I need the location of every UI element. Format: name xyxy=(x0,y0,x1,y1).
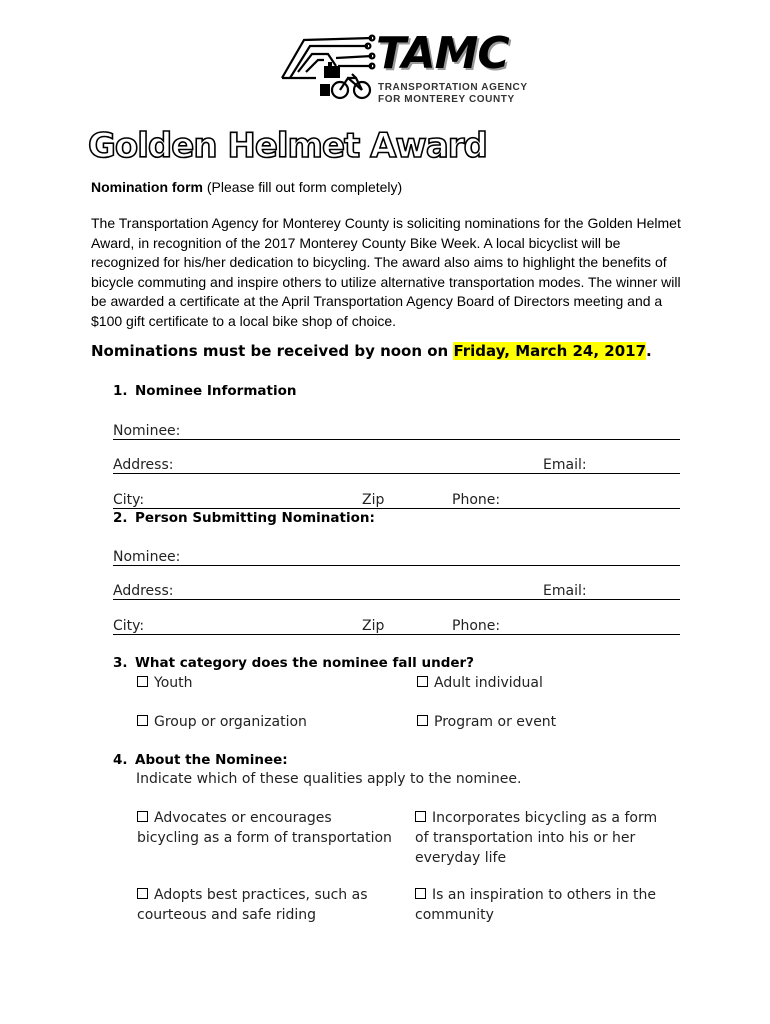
section3-number: 3. xyxy=(113,655,128,671)
quality-incorporates-line2: of transportation into his or her xyxy=(415,830,636,846)
checkbox-icon[interactable] xyxy=(137,715,148,726)
form-label xyxy=(91,179,402,195)
logo-subtitle-line2: FOR MONTEREY COUNTY xyxy=(378,94,515,105)
section4-title: About the Nominee: xyxy=(135,752,288,768)
deadline-prefix: Nominations must be received by noon on xyxy=(91,342,454,360)
quality-inspiration-line1: Is an inspiration to others in the xyxy=(432,887,656,903)
form-label-bold: Nomination form xyxy=(91,179,203,195)
submitter-address-field[interactable] xyxy=(113,581,680,600)
quality-best-practices-line2: courteous and safe riding xyxy=(137,907,317,923)
section4-number: 4. xyxy=(113,752,128,768)
address-label: Address: xyxy=(113,457,174,473)
logo-subtitle-line1: TRANSPORTATION AGENCY xyxy=(378,82,528,93)
logo-wordmark: TAMC xyxy=(376,28,509,79)
nominee-address-field[interactable] xyxy=(113,455,680,474)
category-group-label: Group or organization xyxy=(154,714,307,730)
section4-instruction: Indicate which of these qualities apply to the nominee. xyxy=(136,771,522,787)
zip-label: Zip xyxy=(362,492,385,508)
category-youth-label: Youth xyxy=(154,675,193,691)
category-adult-checkbox[interactable] xyxy=(417,673,543,693)
quality-advocates-checkbox[interactable] xyxy=(137,808,392,848)
page-title: Golden Helmet Award xyxy=(88,126,487,166)
checkbox-icon[interactable] xyxy=(137,676,148,687)
city-label: City: xyxy=(113,492,145,508)
quality-inspiration-line2: community xyxy=(415,907,494,923)
submitter-name-field[interactable] xyxy=(113,547,680,566)
quality-advocates-line1: Advocates or encourages xyxy=(154,810,332,826)
email-label: Email: xyxy=(543,457,587,473)
address-label: Address: xyxy=(113,583,174,599)
quality-incorporates-checkbox[interactable] xyxy=(415,808,657,868)
section1-title: Nominee Information xyxy=(135,383,297,399)
email-label: Email: xyxy=(543,583,587,599)
deadline-suffix: . xyxy=(646,342,652,360)
category-group-checkbox[interactable] xyxy=(137,712,307,732)
nominee-name-field[interactable] xyxy=(113,421,680,440)
deadline-notice xyxy=(91,342,652,360)
nominee-label: Nominee: xyxy=(113,549,181,565)
category-program-label: Program or event xyxy=(434,714,557,730)
category-program-checkbox[interactable] xyxy=(417,712,556,732)
form-label-note: (Please fill out form completely) xyxy=(206,179,403,195)
checkbox-icon[interactable] xyxy=(417,676,428,687)
quality-best-practices-line1: Adopts best practices, such as xyxy=(154,887,368,903)
city-label: City: xyxy=(113,618,145,634)
quality-inspiration-checkbox[interactable] xyxy=(415,885,656,925)
bicycle-circuit-logo-icon xyxy=(276,28,376,104)
phone-label: Phone: xyxy=(452,618,501,634)
section2-number: 2. xyxy=(113,510,128,526)
quality-incorporates-line3: everyday life xyxy=(415,850,507,866)
intro-paragraph: The Transportation Agency for Monterey County is soliciting nominations for the Golden Helmet Award, in recognition of the 2017 Monterey County Bike Week. A local bicyclist will be recognized for his/her dedication to bicycling. The award also aims to highlight the benefits of bicycle commuting and inspire others to utilize alternative transportation modes. The winner will be awarded a certificate at the April Transportation Agency Board of Directors meeting and a $100 gift certificate to a local bike shop of choice. xyxy=(91,215,681,329)
nominee-city-field[interactable] xyxy=(113,490,680,509)
submitter-city-field[interactable] xyxy=(113,616,680,635)
nominee-label: Nominee: xyxy=(113,423,181,439)
checkbox-icon[interactable] xyxy=(137,811,148,822)
section2-title: Person Submitting Nomination: xyxy=(135,510,375,526)
section3-title: What category does the nominee fall under? xyxy=(135,655,475,671)
phone-label: Phone: xyxy=(452,492,501,508)
zip-label: Zip xyxy=(362,618,385,634)
tamc-logo xyxy=(276,28,528,108)
quality-incorporates-line1: Incorporates bicycling as a form xyxy=(432,810,658,826)
category-youth-checkbox[interactable] xyxy=(137,673,193,693)
category-adult-label: Adult individual xyxy=(434,675,543,691)
quality-best-practices-checkbox[interactable] xyxy=(137,885,368,925)
checkbox-icon[interactable] xyxy=(417,715,428,726)
checkbox-icon[interactable] xyxy=(415,811,426,822)
quality-advocates-line2: bicycling as a form of transportation xyxy=(137,830,392,846)
checkbox-icon[interactable] xyxy=(137,888,148,899)
deadline-date: Friday, March 24, 2017 xyxy=(453,342,647,360)
section1-number: 1. xyxy=(113,383,128,399)
checkbox-icon[interactable] xyxy=(415,888,426,899)
